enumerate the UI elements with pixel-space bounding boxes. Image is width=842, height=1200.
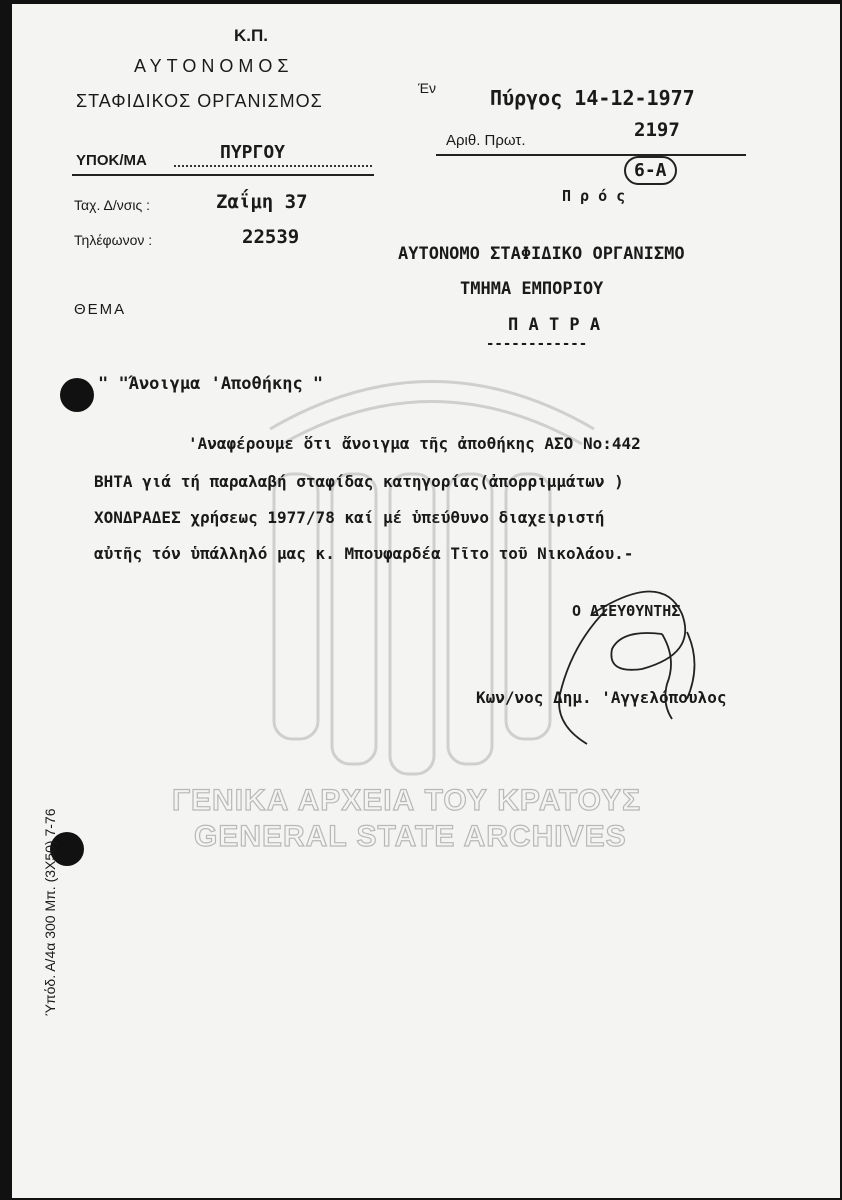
archive-watermark-english: GENERAL STATE ARCHIVES [194,820,627,853]
recipient-line1: ΑΥΤΟΝΟΜΟ ΣΤΑΦΙΔΙΚΟ ΟΡΓΑΝΙΣΜΟ [398,244,685,264]
punch-hole-top [60,378,94,412]
protocol-number: 2197 [634,119,680,141]
phone-label: Τηλέφωνον : [74,232,153,248]
protocol-rule [436,154,746,156]
printer-margin-note: Ύπόδ. Α/4α 300 Μπ. (3Χ50) 7-76 [42,808,58,1016]
handwritten-signature [512,574,732,764]
letterhead-initials: Κ.Π. [234,26,268,45]
branch-value: ΠΥΡΓΟΥ [220,142,286,163]
archive-watermark-greek: ΓΕΝΙΚΑ ΑΡΧΕΙΑ ΤΟΥ ΚΡΑΤΟΥΣ [172,784,642,817]
address-value: Ζαΐμη 37 [216,191,308,213]
subject-text: " "Άνοιγμα 'Αποθήκης " [98,374,324,394]
branch-dotted-line [174,165,372,167]
address-label: Ταχ. Δ/νσις : [74,197,150,213]
recipient-underline: ------------ [486,336,588,352]
body-line-4: αὐτῆς τόν ὑπάλληλό μας κ. Μπουφαρδέα Τῖτο τοῦ Νικολάου.- [94,544,634,563]
org-name-line1: ΑΥΤΟΝΟΜΟΣ [134,56,294,76]
branch-label: ΥΠΟΚ/ΜΑ [76,152,147,169]
protocol-suffix: 6-Α [624,156,677,185]
subject-label: ΘΕΜΑ [74,301,127,318]
org-name-line2: ΣΤΑΦΙΔΙΚΟΣ ΟΡΓΑΝΙΣΜΟΣ [76,91,323,111]
recipient-line2: ΤΜΗΜΑ ΕΜΠΟΡΙΟΥ [460,279,604,299]
recipient-line3: Π Α Τ Ρ Α [508,315,601,335]
document-page [12,4,840,1198]
dateline-prefix: Έν [418,80,436,96]
body-line-2: ΒΗΤΑ γιά τή παραλαβή σταφίδας κατηγορίας(ἀπορριμμάτων ) [94,472,624,491]
signatory-title: Ο ΔΙΕΥΘΥΝΤΗΣ [572,602,681,620]
letterhead-rule [72,174,374,176]
signatory-name: Κων/νος Δημ. 'Αγγελόπουλος [476,688,727,707]
recipient-label: Π ρ ό ς [562,187,626,205]
place-date: Πύργος 14-12-1977 [490,86,695,110]
body-line-1: 'Αναφέρουμε ὅτι ἄνοιγμα τῆς ἀποθήκης ΑΣΟ Νο:442 [188,434,641,453]
body-line-3: ΧΟΝΔΡΑΔΕΣ χρήσεως 1977/78 καί μέ ὑπεύθυνο διαχειριστή [94,508,605,527]
protocol-label: Αριθ. Πρωτ. [446,132,526,149]
phone-value: 22539 [242,226,300,248]
